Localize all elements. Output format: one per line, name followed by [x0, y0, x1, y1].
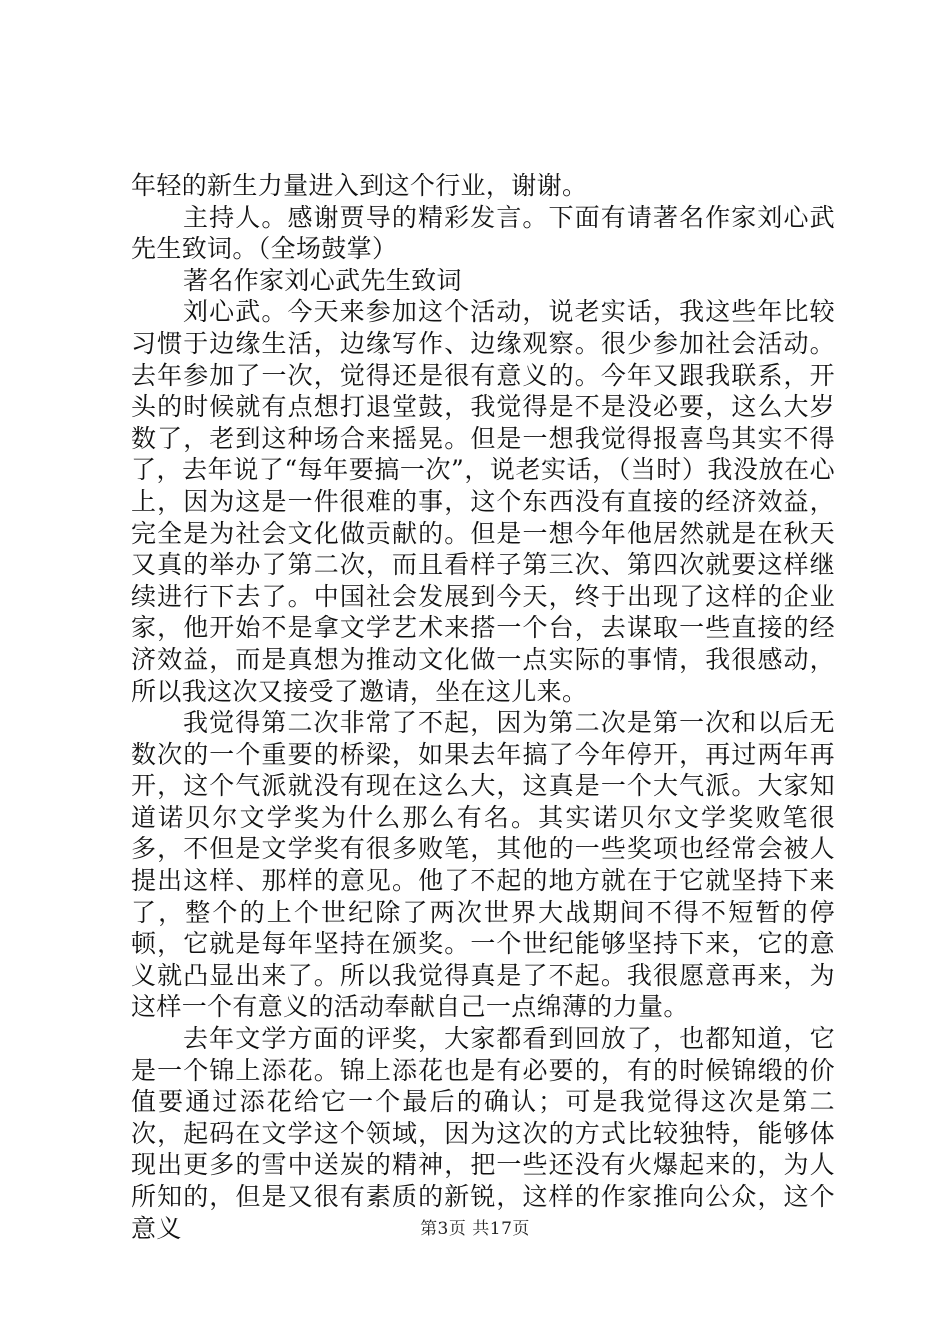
paragraph-5: 去年文学方面的评奖，大家都看到回放了，也都知道，它是一个锦上添花。锦上添花也是有必要的，有的时候锦缎的价值要通过添花给它一个最后的确认；可是我觉得这次是第二次，起码在文学这个领域，因为这次的方式比较独特，能够体现出更多的雪中送炭的精神，把一些还没有火爆起来的，为人所知的，但是又很有素质的新锐，这样的作家推向公众，这个意义	[131, 1024, 835, 1243]
document-body	[131, 170, 835, 1244]
section-heading: 著名作家刘心武先生致词	[183, 265, 462, 295]
paragraph-1: 年轻的新生力量进入到这个行业，谢谢。	[131, 171, 588, 200]
paragraph-4: 我觉得第二次非常了不起，因为第二次是第一次和以后无数次的一个重要的桥梁，如果去年搞了今年停开，再过两年再开，这个气派就没有现在这么大，这真是一个大气派。大家知道诺贝尔文学奖为什么那么有名。其实诺贝尔文学奖败笔很多，不但是文学奖有很多败笔，其他的一些奖项也经常会被人提出这样、那样的意见。他了不起的地方就在于它就坚持下来了，整个的上个世纪除了两次世界大战期间不得不短暂的停顿，它就是每年坚持在颁奖。一个世纪能够坚持下来，它的意义就凸显出来了。所以我觉得真是了不起。我很愿意再来，为这样一个有意义的活动奉献自己一点绵薄的力量。	[131, 708, 835, 1022]
paragraph-2: 主持人。感谢贾导的精彩发言。下面有请著名作家刘心武先生致词。（全场鼓掌）	[131, 202, 835, 264]
paragraph-3: 刘心武。今天来参加这个活动，说老实话，我这些年比较习惯于边缘生活，边缘写作、边缘观察。很少参加社会活动。去年参加了一次，觉得还是很有意义的。今年又跟我联系，开头的时候就有点想打退堂鼓，我觉得是不是没必要，这么大岁数了，老到这种场合来摇晃。但是一想我觉得报喜鸟其实不得了，去年说了“每年要搞一次”，说老实话，（当时）我没放在心上，因为这是一件很难的事，这个东西没有直接的经济效益，完全是为社会文化做贡献的。但是一想今年他居然就是在秋天又真的举办了第二次，而且看样子第三次、第四次就要这样继续进行下去了。中国社会发展到今天，终于出现了这样的企业家，他开始不是拿文学艺术来搭一个台，去谋取一些直接的经济效益，而是真想为推动文化做一点实际的事情，我很感动，所以我这次又接受了邀请，坐在这儿来。	[131, 297, 835, 706]
page-footer: 第3页 共17页	[420, 1219, 530, 1239]
